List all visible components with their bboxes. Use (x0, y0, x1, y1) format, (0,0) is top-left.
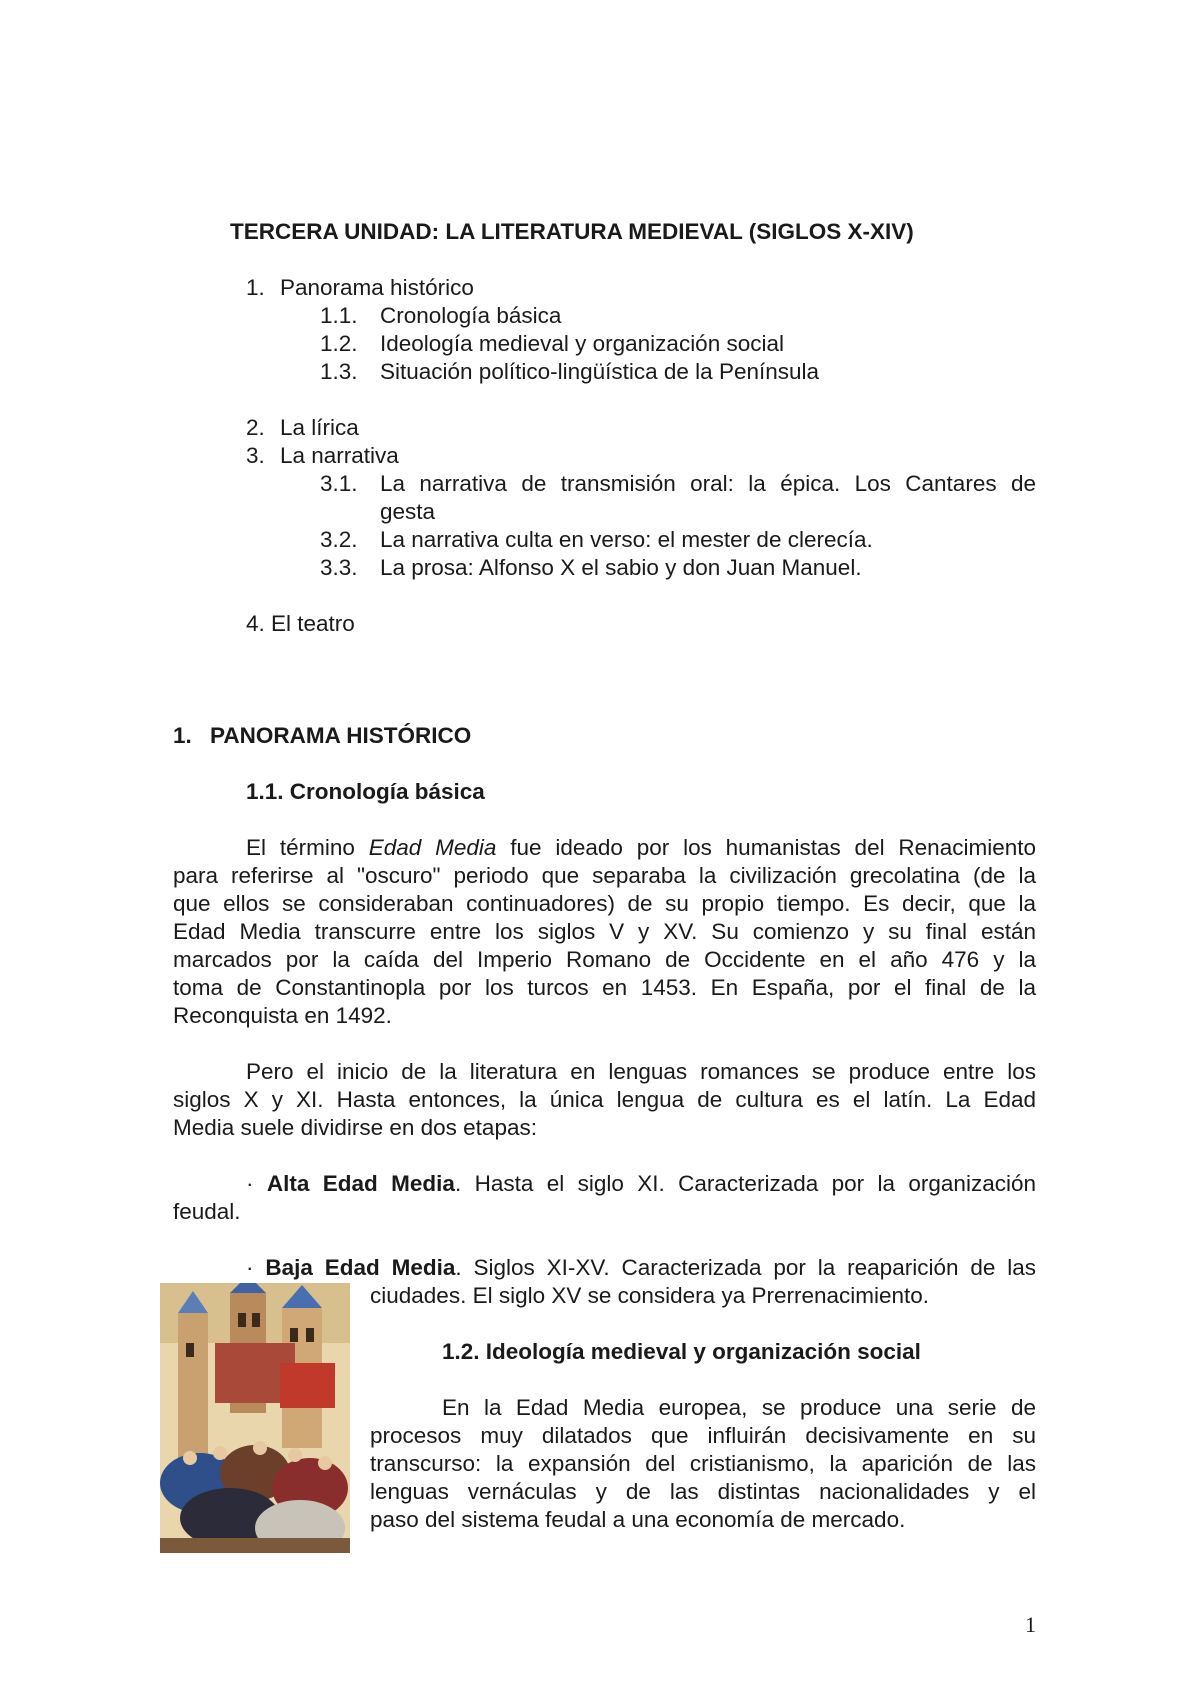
paragraph-line: feudal. (173, 1199, 241, 1224)
toc-subitem-label: Situación político-lingüística de la Península (380, 359, 820, 384)
toc-item-label: Panorama histórico (280, 275, 474, 300)
paragraph-line: lenguas vernáculas y de las distintas nacionalidades y el (370, 1479, 1036, 1504)
text-run: El término (246, 835, 369, 860)
toc-subitem-number: 3.3. (320, 555, 358, 580)
toc-subitem-number: 3.1. (320, 471, 358, 496)
text-run: . Siglos XI-XV. Caracterizada por la reaparición de las (455, 1255, 1036, 1280)
paragraph-line: marcados por la caída del Imperio Romano de Occidente en el año 476 y la (173, 947, 1036, 972)
paragraph-line: En la Edad Media europea, se produce una serie de (442, 1395, 1036, 1420)
paragraph-line: para referirse al "oscuro" periodo que separaba la civilización grecolatina (de la (173, 863, 1036, 888)
toc-subitem-label: Cronología básica (380, 303, 562, 328)
toc-subitem-label-continued: gesta (380, 499, 436, 524)
paragraph-line: procesos muy dilatados que influirán decisivamente en su (370, 1423, 1036, 1448)
medieval-illustration (160, 1283, 350, 1553)
toc-subitem-number: 1.2. (320, 331, 358, 356)
toc-subitem-label: La narrativa culta en verso: el mester de clerecía. (380, 527, 873, 552)
toc-item-number: 1. (246, 275, 265, 300)
paragraph-line (173, 834, 1036, 862)
paragraph-line: transcurso: la expansión del cristianismo, la aparición de las (370, 1451, 1036, 1476)
period-item (173, 1254, 1036, 1282)
paragraph-line (173, 1170, 1036, 1198)
toc-item-number: 3. (246, 443, 265, 468)
page-number: 1 (1025, 1612, 1036, 1637)
text-run: fue ideado por los humanistas del Renacimiento (496, 835, 1036, 860)
toc-item-number: 2. (246, 415, 265, 440)
paragraph (173, 1058, 1036, 1142)
toc-subitem-number: 3.2. (320, 527, 358, 552)
toc-subitem-label: La narrativa de transmisión oral: la épica. Los Cantares de (380, 471, 1036, 496)
period-term: Baja Edad Media (265, 1255, 456, 1280)
period-item (173, 1170, 1036, 1226)
emphasis-text: Edad Media (368, 835, 497, 860)
period-term: Alta Edad Media (266, 1171, 455, 1196)
paragraph (370, 1394, 1036, 1534)
toc-item: 4. El teatro (246, 611, 355, 636)
paragraph-line: Edad Media transcurre entre los siglos V y XV. Su comienzo y su final están (173, 919, 1036, 944)
bullet: · (246, 1255, 254, 1280)
bullet: · (246, 1171, 254, 1196)
paragraph-line (173, 1254, 1036, 1282)
subsection-heading: 1.1. Cronología básica (246, 779, 485, 804)
paragraph-line: toma de Constantinopla por los turcos en 1453. En España, por el final de la (173, 975, 1036, 1000)
paragraph-line: Media suele dividirse en dos etapas: (173, 1115, 537, 1140)
subsection-heading: 1.2. Ideología medieval y organización social (442, 1339, 921, 1364)
toc-subitem-number: 1.1. (320, 303, 358, 328)
toc-subitem-label: Ideología medieval y organización social (380, 331, 784, 356)
paragraph-line: que ellos se consideraban continuadores) de su propio tiempo. Es decir, que la (173, 891, 1036, 916)
section-heading: PANORAMA HISTÓRICO (210, 723, 472, 748)
paragraph-line: siglos X y XI. Hasta entonces, la única lengua de cultura es el latín. La Edad (173, 1087, 1036, 1112)
paragraph-line: Reconquista en 1492. (173, 1003, 392, 1028)
toc-item-label: La lírica (280, 415, 359, 440)
document-title: TERCERA UNIDAD: LA LITERATURA MEDIEVAL (SIGLOS X-XIV) (230, 219, 914, 244)
paragraph-line: paso del sistema feudal a una economía de mercado. (370, 1507, 906, 1532)
paragraph-line: Pero el inicio de la literatura en lenguas romances se produce entre los (246, 1059, 1036, 1084)
section-number: 1. (173, 723, 192, 748)
toc-item-label: La narrativa (280, 443, 399, 468)
toc-subitem-label: La prosa: Alfonso X el sabio y don Juan Manuel. (380, 555, 862, 580)
toc-subitem-number: 1.3. (320, 359, 358, 384)
paragraph (173, 834, 1036, 1030)
text-run: . Hasta el siglo XI. Caracterizada por la organización (454, 1171, 1036, 1196)
paragraph-line: ciudades. El siglo XV se considera ya Prerrenacimiento. (370, 1283, 930, 1308)
